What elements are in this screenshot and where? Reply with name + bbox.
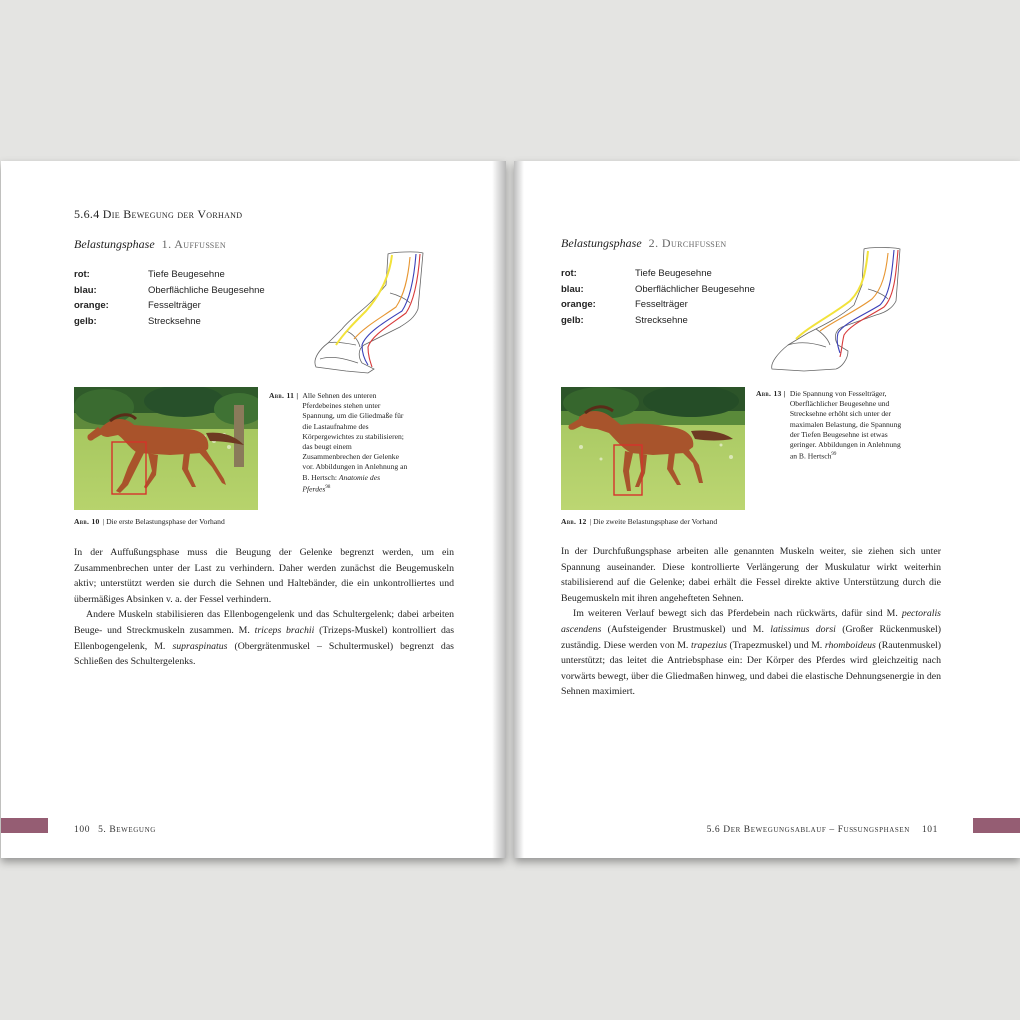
legend-row xyxy=(74,267,265,283)
paragraph xyxy=(74,607,454,669)
legend-value: Strecksehne xyxy=(635,314,688,326)
tendon-legend xyxy=(74,267,265,329)
legend-key: blau: xyxy=(74,284,97,296)
figure-caption-text xyxy=(790,389,906,462)
phase-label: Belastungsphase xyxy=(74,237,155,251)
text-run: (Großer Rückenmuskel) zuständig. Diese werden von M. xyxy=(561,623,941,651)
legend-row xyxy=(561,282,755,298)
photo-number: Abb. 12 xyxy=(561,517,587,526)
figure-number-text: Abb. 13 xyxy=(756,389,782,398)
running-head: 5.6 Der Bewegungsablauf – Fußungsphasen xyxy=(706,825,910,835)
phase-heading xyxy=(74,237,226,252)
text-run: (Obergrätenmuskel – Schultermuskel) begrenzt das Schließen des Schultergelenks. xyxy=(74,640,454,668)
caption-body: Alle Sehnen des unteren Pferdebeines stehen unter Spannung, um die Gliedmaße für die Lastaufnahme des Körpergewichtes zu stabilisieren; das beugt einem Zusammenbrechen der Gelenke vor. Abbildungen in Anlehnung an B. Hertsch: xyxy=(302,391,408,482)
legend-key: rot: xyxy=(561,268,577,279)
latin-term: latissimus dorsi xyxy=(770,623,836,635)
caption-body: Die Spannung von Fesselträger, Oberflächlicher Beugesehne und Strecksehne erhöht sich unter der maximalen Belastung, die Spannung der Tiefen Beugesehne ist etwas geringer. Abbildungen in Anlehnung an B. Hertsch xyxy=(789,389,902,461)
paragraph: In der Durchfußungsphase arbeiten alle genannten Muskeln weiter, sie ziehen sich unter Spannung auseinander. Diese kontrollierte Verlängerung der Muskulatur wirkt weiterhin stabilisierend auf die Gelenke; dabei erhält die Fessel direkte aktive Unterstützung durch die Beugemuskeln mit ihren angehefteten Sehnen. xyxy=(561,546,941,604)
phase-number: 2. Durchfußen xyxy=(648,236,727,250)
photo-caption-text: Die erste Belastungsphase der Vorhand xyxy=(106,517,225,526)
legend-value: Tiefe Beugesehne xyxy=(148,269,225,280)
paragraph: In der Auffußungsphase muss die Beugung der Gelenke begrenzt werden, um ein Zusammenbrechen unter der Last zu verhindern. Daher werden zunächst die Beugemuskeln aktiv; unterstützt werden sie durch die Sehnen und Haltebänder, die ein unkontrolliertes und übermäßiges Absinken v. a. der Fessel verhindern. xyxy=(74,547,454,605)
photo-caption-abb10: Abb. 10 | Die erste Belastungsphase der Vorhand xyxy=(74,517,225,526)
latin-term: rhomboideus xyxy=(824,639,876,651)
page-footer xyxy=(74,825,156,835)
tendon-legend xyxy=(561,266,755,328)
page-tab-marker xyxy=(973,818,1020,833)
photo-caption-abb12: Abb. 12 | Die zweite Belastungsphase der Vorhand xyxy=(561,517,718,526)
latin-term: supraspinatus xyxy=(172,640,228,652)
legend-key: gelb: xyxy=(74,315,97,327)
text-run: Im weiteren Verlauf bewegt sich das Pferdebein nach rückwärts, dafür sind M. xyxy=(573,608,898,620)
photo-caption-text: Die zweite Belastungsphase der Vorhand xyxy=(593,517,718,526)
latin-term: triceps brachii xyxy=(254,624,315,636)
figure-number-text: Abb. 11 xyxy=(269,391,295,400)
page-tab-marker xyxy=(1,818,48,833)
photo-number: Abb. 10 xyxy=(74,517,100,526)
section-title xyxy=(74,207,242,222)
spine-shadow xyxy=(514,161,524,858)
legend-key: orange: xyxy=(74,300,109,311)
page-number: 100 xyxy=(74,825,91,835)
caption-italic-title: Anatomie des Pferdes xyxy=(302,472,381,494)
figure-number: Abb. 11 | xyxy=(269,391,299,400)
footnote-ref: 99 xyxy=(831,452,837,458)
body-text xyxy=(74,545,454,670)
figure-caption-abb11 xyxy=(269,391,409,495)
legend-value: Fesselträger xyxy=(635,299,688,310)
text-run: (Aufsteigender Brustmuskel) und M. xyxy=(607,623,764,635)
leg-tendon-drawing xyxy=(768,245,908,375)
leg-tendon-drawing xyxy=(306,249,426,377)
figure-caption-text xyxy=(302,391,409,495)
running-head: 5. Bewegung xyxy=(98,825,156,835)
figure-caption-abb13 xyxy=(756,389,906,462)
legend-row xyxy=(561,297,755,313)
text-run: (Trizeps-Muskel) kontrolliert das Ellenbogengelenk, M. xyxy=(74,624,455,652)
legend-value: Oberflächlicher Beugesehne xyxy=(635,283,755,295)
legend-row xyxy=(74,298,265,314)
latin-term: pectoralis ascendens xyxy=(561,608,941,635)
legend-key: rot: xyxy=(74,269,90,280)
phase-label: Belastungsphase xyxy=(561,236,642,250)
legend-key: orange: xyxy=(561,299,596,310)
figure-number: Abb. 13 | xyxy=(756,389,786,398)
page-number: 101 xyxy=(921,825,938,835)
legend-row xyxy=(74,314,265,330)
page-footer xyxy=(707,825,938,835)
spine-shadow xyxy=(492,161,506,858)
body-text xyxy=(561,544,941,700)
latin-term: trapezius xyxy=(690,639,727,651)
legend-value: Strecksehne xyxy=(148,315,201,327)
paragraph xyxy=(561,606,941,700)
legend-row xyxy=(74,283,265,299)
footnote-ref: 98 xyxy=(325,484,331,490)
horse-photo-1 xyxy=(74,387,258,510)
phase-heading xyxy=(561,236,727,251)
legend-row xyxy=(561,266,755,282)
text-run: (Trapezmuskel) und M. xyxy=(729,639,823,651)
legend-key: blau: xyxy=(561,283,584,295)
left-page xyxy=(1,161,506,858)
legend-value: Oberflächliche Beugesehne xyxy=(148,284,265,296)
phase-number: 1. Auffußen xyxy=(161,237,227,251)
section-title-text: 5.6.4 Die Bewegung der Vorhand xyxy=(74,207,243,221)
legend-key: gelb: xyxy=(561,314,584,326)
legend-value: Tiefe Beugesehne xyxy=(635,268,712,279)
legend-row xyxy=(561,313,755,329)
text-run: (Rautenmuskel) unterstützt; das leitet die Antriebsphase ein: Der Körper des Pferdes wird gleichzeitig nach vorwärts bewegt, über die Gliedmaßen hinweg, und dabei die elastische Dehnungsenergie in den Sehnen maximiert. xyxy=(561,639,942,698)
right-page xyxy=(514,161,1020,858)
horse-photo-2 xyxy=(561,387,745,510)
legend-value: Fesselträger xyxy=(148,300,201,311)
text-run: Andere Muskeln stabilisieren das Ellenbogengelenk und das Schultergelenk; dabei arbeiten Beuge- und Streckmuskeln zusammen. M. xyxy=(74,609,454,636)
